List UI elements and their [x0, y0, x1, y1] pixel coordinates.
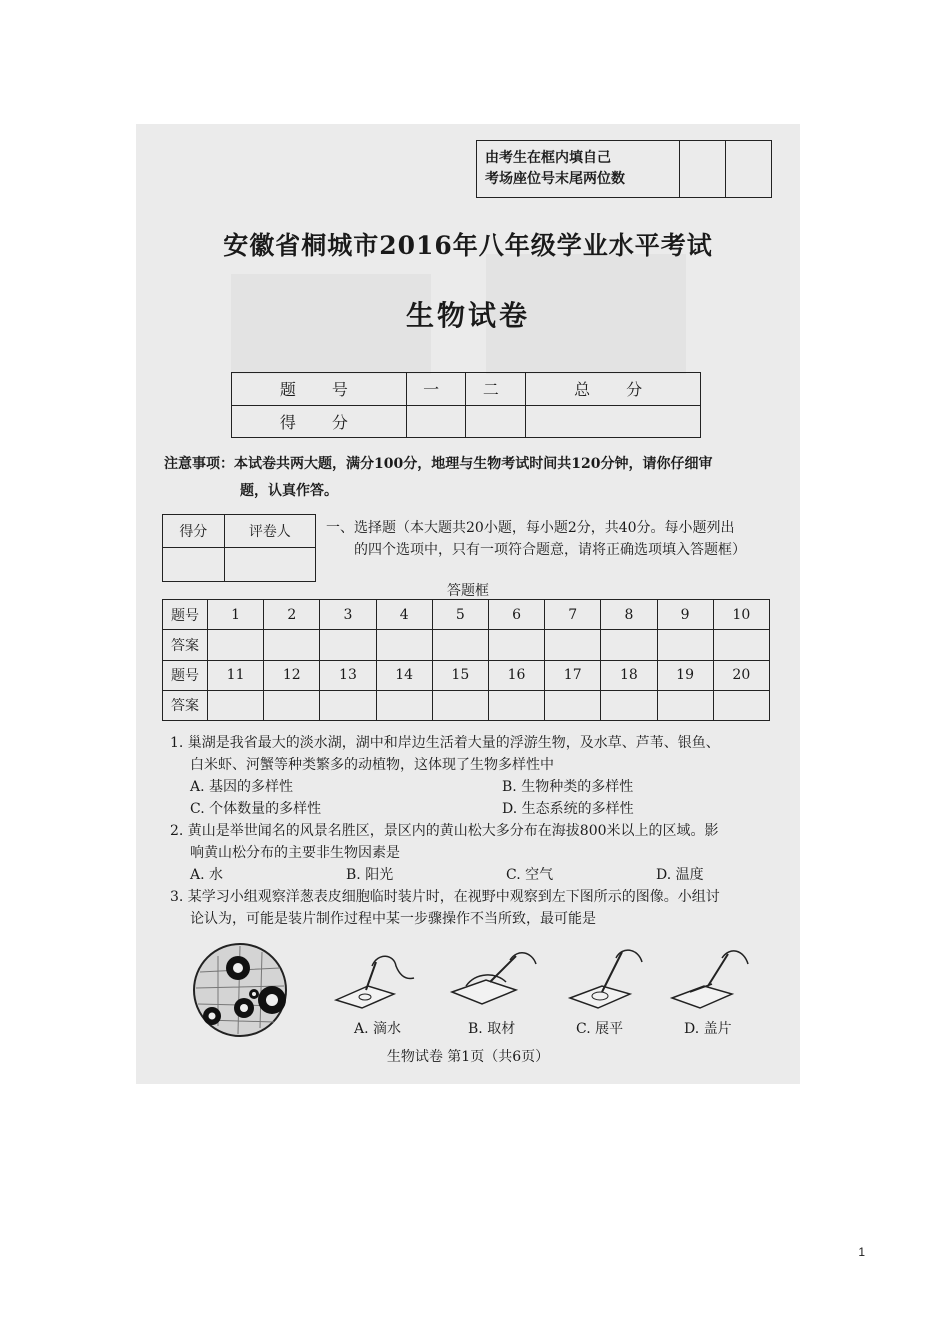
cover-slip-figure — [668, 942, 754, 1012]
answer-cell-16[interactable] — [488, 690, 544, 720]
answer-number-1: 1 — [208, 600, 264, 630]
grader-name-cell[interactable] — [224, 548, 315, 582]
question-3-option-d[interactable]: D. 盖片 — [684, 1021, 732, 1037]
answer-number-17: 17 — [545, 660, 601, 690]
answer-number-3: 3 — [320, 600, 376, 630]
exam-title: 安徽省桐城市2016年八年级学业水平考试 — [223, 231, 713, 260]
answer-cell-14[interactable] — [376, 690, 432, 720]
answer-number-4: 4 — [376, 600, 432, 630]
answer-cell-18[interactable] — [601, 690, 657, 720]
answer-row-label: 题号 — [163, 600, 208, 630]
seat-box-label — [477, 141, 680, 198]
answer-number-7: 7 — [545, 600, 601, 630]
answer-cell-5[interactable] — [432, 630, 488, 660]
question-2-line1: 2. 黄山是举世闻名的风景名胜区，景区内的黄山松大多分布在海拔800米以上的区域。影 — [170, 823, 719, 839]
answer-number-16: 16 — [488, 660, 544, 690]
question-1-option-d[interactable]: D. 生态系统的多样性 — [502, 801, 634, 817]
question-2-option-d[interactable]: D. 温度 — [656, 867, 704, 883]
answer-box-title: 答题框 — [447, 583, 489, 599]
page-number: 1 — [858, 1245, 865, 1259]
question-3-option-a[interactable]: A. 滴水 — [354, 1021, 402, 1037]
answer-cell-9[interactable] — [657, 630, 713, 660]
scanned-page — [136, 124, 800, 1084]
answer-cell-13[interactable] — [320, 690, 376, 720]
answer-number-18: 18 — [601, 660, 657, 690]
seat-digit-1[interactable] — [680, 141, 726, 198]
grader-table — [162, 514, 316, 582]
section-one-line1: 一、选择题（本大题共20小题，每小题2分，共40分。每小题列出 — [326, 520, 735, 536]
answer-cell-7[interactable] — [545, 630, 601, 660]
score-cell-2[interactable] — [466, 405, 526, 438]
question-1-line1: 1. 巢湖是我省最大的淡水湖，湖中和岸边生活着大量的浮游生物，及水草、芦苇、银鱼、 — [170, 735, 720, 751]
question-1-option-a[interactable]: A. 基因的多样性 — [190, 779, 294, 795]
answer-ans-row-1 — [163, 630, 770, 660]
answer-number-14: 14 — [376, 660, 432, 690]
answer-cell-10[interactable] — [713, 630, 769, 660]
question-2 — [170, 820, 785, 886]
score-row-label: 得 分 — [232, 405, 407, 438]
seat-digit-2[interactable] — [726, 141, 772, 198]
microscope-view-figure — [188, 942, 292, 1038]
answer-row-label: 答案 — [163, 690, 208, 720]
question-1-line2: 白米虾、河蟹等种类繁多的动植物，这体现了生物多样性中 — [190, 757, 554, 773]
score-header-1: 一 — [406, 373, 466, 406]
score-header-num: 题 号 — [232, 373, 407, 406]
answer-num-row-2 — [163, 660, 770, 690]
notice-line2: 题，认真作答。 — [240, 483, 338, 499]
score-cell-1[interactable] — [406, 405, 466, 438]
question-3-option-b[interactable]: B. 取材 — [468, 1021, 516, 1037]
answer-cell-1[interactable] — [208, 630, 264, 660]
answer-box — [162, 599, 770, 721]
exam-subtitle: 生物试卷 — [405, 299, 530, 332]
question-1-option-b[interactable]: B. 生物种类的多样性 — [502, 779, 634, 795]
answer-number-10: 10 — [713, 600, 769, 630]
answer-ans-row-2 — [163, 690, 770, 720]
take-material-figure — [446, 942, 542, 1012]
score-header-2: 二 — [466, 373, 526, 406]
answer-number-19: 19 — [657, 660, 713, 690]
score-cell-total[interactable] — [526, 405, 701, 438]
answer-cell-2[interactable] — [264, 630, 320, 660]
answer-number-2: 2 — [264, 600, 320, 630]
question-2-option-c[interactable]: C. 空气 — [506, 867, 554, 883]
question-3-option-c[interactable]: C. 展平 — [576, 1021, 624, 1037]
grader-score-label: 得分 — [163, 515, 225, 548]
answer-num-row-1 — [163, 600, 770, 630]
answer-number-13: 13 — [320, 660, 376, 690]
notice-line1: 注意事项：本试卷共两大题，满分100分，地理与生物考试时间共120分钟，请你仔细审 — [164, 456, 713, 472]
notice — [164, 451, 784, 505]
grader-score-cell[interactable] — [163, 548, 225, 582]
answer-cell-20[interactable] — [713, 690, 769, 720]
question-3 — [170, 886, 785, 930]
answer-number-9: 9 — [657, 600, 713, 630]
page-footer: 生物试卷 第1页（共6页） — [386, 1049, 550, 1065]
question-3-line1: 3. 某学习小组观察洋葱表皮细胞临时装片时，在视野中观察到左下图所示的图像。小组讨 — [170, 889, 720, 905]
seat-number-box — [476, 140, 772, 198]
answer-cell-4[interactable] — [376, 630, 432, 660]
question-2-option-b[interactable]: B. 阳光 — [346, 867, 394, 883]
answer-cell-11[interactable] — [208, 690, 264, 720]
spread-flat-figure — [566, 942, 652, 1012]
question-1-option-c[interactable]: C. 个体数量的多样性 — [190, 801, 322, 817]
answer-cell-15[interactable] — [432, 690, 488, 720]
answer-cell-12[interactable] — [264, 690, 320, 720]
seat-box-label-line1: 由考生在框内填自己 — [485, 150, 611, 166]
answer-row-label: 题号 — [163, 660, 208, 690]
seat-box-label-line2: 考场座位号末尾两位数 — [485, 171, 625, 187]
answer-cell-8[interactable] — [601, 630, 657, 660]
answer-number-15: 15 — [432, 660, 488, 690]
answer-cell-6[interactable] — [488, 630, 544, 660]
answer-cell-3[interactable] — [320, 630, 376, 660]
answer-number-6: 6 — [488, 600, 544, 630]
answer-number-11: 11 — [208, 660, 264, 690]
question-3-line2: 论认为，可能是装片制作过程中某一步骤操作不当所致，最可能是 — [190, 911, 596, 927]
question-2-option-a[interactable]: A. 水 — [190, 867, 224, 883]
question-2-line2: 响黄山松分布的主要非生物因素是 — [190, 845, 400, 861]
question-1 — [170, 732, 785, 820]
score-header-total: 总 分 — [526, 373, 701, 406]
grader-name-label: 评卷人 — [224, 515, 315, 548]
answer-number-20: 20 — [713, 660, 769, 690]
answer-row-label: 答案 — [163, 630, 208, 660]
answer-cell-19[interactable] — [657, 690, 713, 720]
answer-number-5: 5 — [432, 600, 488, 630]
section-one-line2: 的四个选项中，只有一项符合题意，请将正确选项填入答题框） — [354, 542, 746, 558]
drip-water-figure — [332, 942, 418, 1012]
score-table — [231, 372, 701, 438]
section-one-header — [326, 517, 776, 561]
answer-number-8: 8 — [601, 600, 657, 630]
answer-cell-17[interactable] — [545, 690, 601, 720]
answer-number-12: 12 — [264, 660, 320, 690]
